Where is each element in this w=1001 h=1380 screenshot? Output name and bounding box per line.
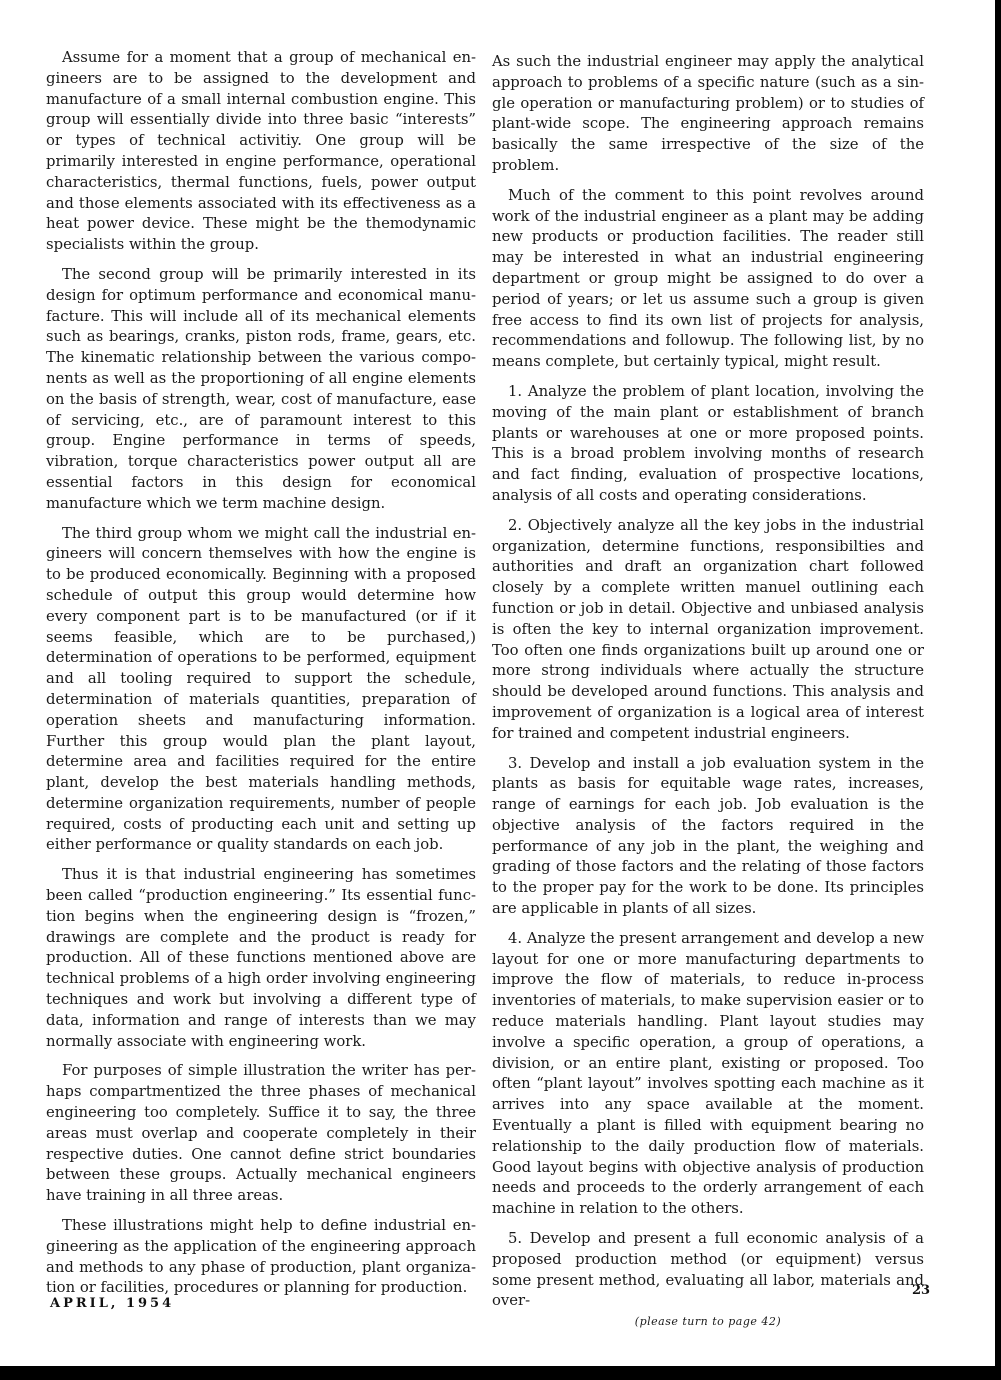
- paragraph: The second group will be primarily interested in its design for optimum performance and economical manufacture. This will include all of its mechanical elements such as bearings, cranks, piston rods, frame, gears, etc. The kinematic relationship between the various components as well as the proportioning of all engine elements on the basis of strength, wear, cost of manufacture, ease of servicing, etc., are of paramount interest to this group. Engine performance in terms of speeds, vibration, torque characteristics power output all are essential factors in this design for economical manufacture which we term machine design.: [46, 265, 476, 512]
- paragraph: Thus it is that industrial engineering has sometimes been called “production engineering.” Its essential function begins when the engineering design is “frozen,” drawings are complete and the product is ready for production. All of these functions mentioned above are technical problems of a high order involving engineering techniques and work but involving a different type of data, information and range of interests than we may normally associate with engineering work.: [46, 866, 476, 1050]
- list-item: 4. Analyze the present arrangement and develop a new layout for one or more manufacturing departments to improve the flow of materials, to reduce in-process inventories of materials, to make supervision easier or to reduce materials handling. Plant layout studies may involve a specific operation, a group of operations, a division, or an entire plant, existing or proposed. Too often “plant layout” involves spotting each machine as it arrives into any space available at the moment. Eventually a plant is filled with equipment bearing no relationship to the daily production flow of materials. Good layout begins with objective analysis of production needs and proceeds to the orderly arrangement of each machine in relation to the others.: [492, 929, 924, 1218]
- right-text-column: [492, 52, 924, 1329]
- paragraph: Much of the comment to this point revolves around work of the industrial engineer as a plant may be adding new products or production facilities. The reader still may be interested in what an industrial engineering department or group might be assigned to do over a period of years; or let us assume such a group is given free access to find its own list of projects for analysis, recommendations and followup. The following list, by no means complete, but certainly typical, might result.: [492, 186, 924, 371]
- left-text-column: [46, 48, 476, 1308]
- paragraph: The third group whom we might call the industrial engineers will concern themselves with how the engine is to be produced economically. Beginning with a proposed schedule of output this group would determine how every component part is to be manufactured (or if it seems feasible, which are to be purchased,) determination of operations to be performed, equipment and all tooling required to support the schedule, determination of materials quantities, preparation of operation sheets and manufacturing information. Further this group would plan the plant layout, determine area and facilities required for the entire plant, develop the best materials handling methods, determine organization requirements, number of people required, costs of producting each unit and setting up either performance or quality standards on each job.: [46, 524, 476, 854]
- paragraph: For purposes of simple illustration the writer has perhaps compartmentized the three phases of mechanical engineering too completely. Suffice it to say, the three areas must overlap and cooperate completely in their respective duties. One cannot define strict boundaries between these groups. Actually mechanical engineers have training in all three areas.: [46, 1062, 476, 1205]
- paragraph: As such the industrial engineer may apply the analytical approach to problems of a specific nature (such as a single operation or manufacturing problem) or to studies of plant-wide scope. The engineering approach remains basically the same irrespective of the size of the problem.: [492, 53, 924, 174]
- continuation-note: (please turn to page 42): [634, 1315, 782, 1329]
- list-item: 1. Analyze the problem of plant location, involving the moving of the main plant or establishment of branch plants or warehouses at one or more proposed points. This is a broad problem involving months of research and fact finding, evaluation of prospective locations, analysis of all costs and operating considerations.: [492, 382, 924, 504]
- issue-date: APRIL, 1954: [50, 1296, 175, 1311]
- page-number: 23: [912, 1283, 931, 1298]
- list-item: 3. Develop and install a job evaluation system in the plants as basis for equitable wage rates, increases, range of earnings for each job. Job evaluation is the objective analysis of the factors required in the performance of any job in the plant, the weighing and grading of those factors and the relating of those factors to the proper pay for the work to be done. Its principles are applicable in plants of all sizes.: [492, 754, 924, 918]
- list-item: 5. Develop and present a full economic analysis of a proposed production method (or equipment) versus some present method, evaluating all labor, materials and over-: [492, 1230, 924, 1310]
- paragraph: Assume for a moment that a group of mechanical engineers are to be assigned to the development and manufacture of a small internal combustion engine. This group will essentially divide into three basic “interests” or types of technical activitiy. One group will be primarily interested in engine performance, operational characteristics, thermal functions, fuels, power output and those elements associated with its effectiveness as a heat power device. These might be the themodynamic specialists within the group.: [46, 49, 476, 254]
- paragraph: These illustrations might help to define industrial engineering as the application of the engineering approach and methods to any phase of production, plant organization or facilities, procedures or planning for production.: [46, 1217, 476, 1297]
- list-item: 2. Objectively analyze all the key jobs in the industrial organization, determine functions, responsibilties and authorities and draft an organization chart followed closely by a complete written manuel outlining each function or job in detail. Objective and unbiased analysis is often the key to internal organization improvement. Too often one finds organizations built up around one or more strong individuals where actually the structure should be developed around functions. This analysis and improvement of organization is a logical area of interest for trained and competent industrial engineers.: [492, 516, 924, 742]
